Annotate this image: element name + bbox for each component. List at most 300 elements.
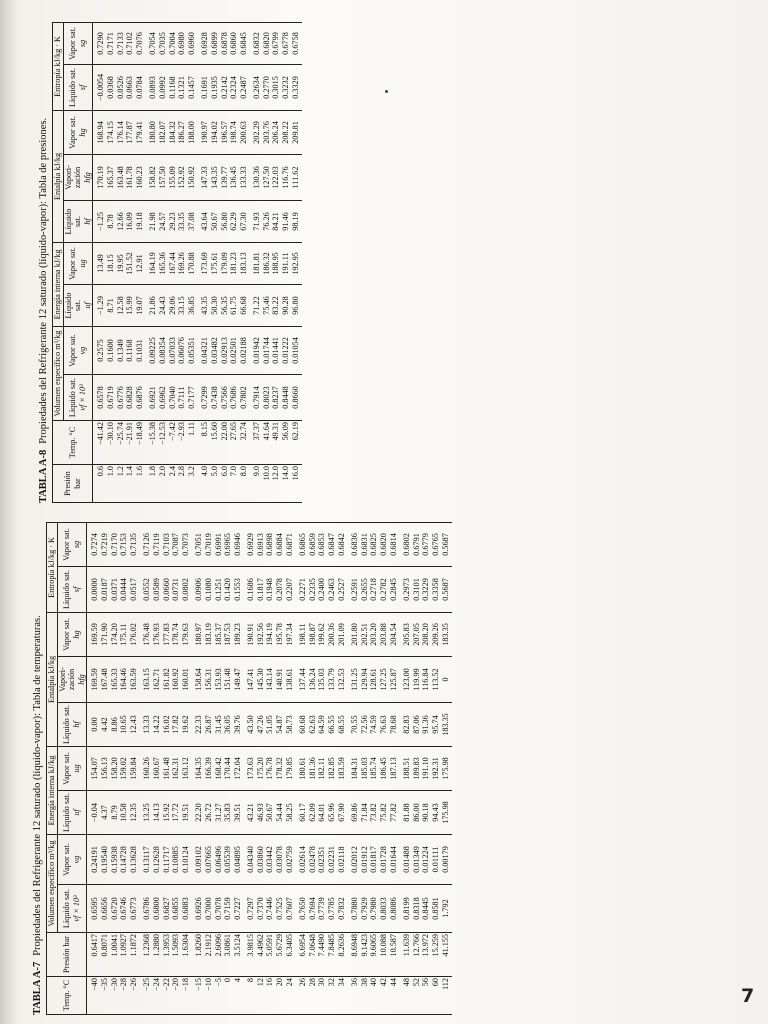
- cell-value: 0.13117: [142, 846, 152, 873]
- cell-value: 0.6758: [290, 32, 300, 55]
- table-cell-col-9: [140, 566, 192, 612]
- cell-value: 173.69: [200, 252, 210, 275]
- cell-value: 160.26: [142, 757, 152, 780]
- cell-value: 0.2335: [307, 578, 317, 601]
- cell-value: 168.94: [96, 121, 106, 144]
- cell-value: 17.82: [171, 715, 181, 734]
- table-cell-col-2: [140, 885, 192, 933]
- table-cell-col-5: [296, 746, 348, 790]
- cell-value: 183.13: [238, 252, 248, 275]
- cell-value: 176.48: [142, 623, 152, 646]
- table-cell-col-4: [146, 284, 198, 326]
- cell-value: 137.44: [298, 668, 308, 691]
- cell-value: 12.766: [411, 934, 421, 957]
- cell-value: 0.11717: [161, 846, 171, 873]
- table-cell-col-1: [192, 933, 244, 977]
- cell-value: 61.75: [229, 296, 239, 315]
- cell-value: 1.11: [186, 422, 196, 437]
- cell-value: 0.2527: [336, 578, 346, 601]
- cell-value: 0.10885: [171, 846, 181, 873]
- cell-value: 0.6847: [327, 533, 337, 556]
- cell-value: 12.58: [115, 296, 125, 315]
- cell-value: 0.7126: [142, 533, 152, 556]
- cell-value: 62.29: [229, 212, 239, 231]
- header-sub-4: [63, 200, 93, 242]
- cell-value: 0.2400: [317, 578, 327, 601]
- cell-value: 60: [430, 978, 440, 987]
- table-cell-col-9: [250, 64, 302, 110]
- cell-value: 178.74: [171, 623, 181, 646]
- cell-value: −35: [99, 978, 109, 991]
- table-cell-col-2: [87, 885, 140, 933]
- cell-value: 0.0000: [90, 578, 100, 601]
- cell-value: 64.01: [317, 803, 327, 822]
- header-group-0: Volumen específico m³/kg: [53, 326, 64, 420]
- cell-value: 62.63: [307, 715, 317, 734]
- cell-value: 0.6845: [238, 32, 248, 55]
- table-cell-col-9: [244, 566, 296, 612]
- header-sub-symbol: hf: [71, 721, 81, 728]
- header-group-1: Energía interna kJ/kg: [53, 242, 64, 326]
- table-cell-col-0: [146, 465, 198, 503]
- header-sub-1: [57, 834, 87, 884]
- table-cell-col-6: [348, 702, 400, 746]
- cell-value: −22: [161, 978, 171, 991]
- cell-value: 0.19540: [99, 846, 109, 873]
- table-cell-col-7: [146, 154, 198, 200]
- cell-value: 0.01817: [369, 846, 379, 873]
- table-cell-col-5: [87, 746, 140, 790]
- cell-value: 192.95: [290, 252, 300, 275]
- cell-value: 0.6778: [281, 32, 291, 55]
- cell-value: 0.6800: [151, 897, 161, 920]
- cell-value: 0: [223, 978, 233, 983]
- cell-value: 164.35: [194, 757, 204, 780]
- cell-value: 0.01054: [290, 337, 300, 364]
- cell-value: 0.6878: [219, 32, 229, 55]
- table-cell-col-5: [198, 242, 250, 284]
- cell-value: 56.80: [219, 212, 229, 231]
- cell-value: 163.12: [180, 757, 190, 780]
- cell-value: 1.1872: [128, 934, 138, 957]
- table-cell-col-10: [140, 522, 192, 566]
- table-cell-col-4: [244, 790, 296, 834]
- header-sub-7: [63, 64, 93, 110]
- cell-value: 159.84: [128, 757, 138, 780]
- cell-value: 0.8199: [402, 897, 412, 920]
- table-row-group: [348, 522, 400, 1014]
- table-cell-col-10: [348, 522, 400, 566]
- cell-value: 54.44: [275, 803, 285, 822]
- cell-value: 3.2: [186, 466, 196, 477]
- table-cell-col-3: [93, 326, 146, 374]
- cell-value: 0.1686: [246, 578, 256, 601]
- cell-value: 13.49: [96, 254, 106, 273]
- cell-value: −0.0054: [96, 73, 106, 102]
- cell-value: −0.04: [90, 803, 100, 822]
- cell-value: 152.92: [177, 166, 187, 189]
- table-cell-col-10: [87, 522, 140, 566]
- cell-value: 12.43: [128, 715, 138, 734]
- cell-value: 24.43: [157, 296, 167, 315]
- cell-value: 0.1457: [186, 76, 196, 99]
- header-sub-5: [63, 154, 93, 200]
- header-sub-0: [63, 375, 93, 421]
- cell-value: 56.35: [219, 296, 229, 315]
- table-row-group: [93, 22, 146, 502]
- cell-value: 52: [411, 978, 421, 987]
- cell-value: 0.1691: [200, 76, 210, 99]
- cell-value: 0.0444: [119, 578, 129, 601]
- cell-value: 0.6802: [402, 533, 412, 556]
- cell-value: 0.0526: [115, 76, 125, 99]
- cell-value: 65.96: [327, 803, 337, 822]
- cell-value: 75.82: [379, 803, 388, 822]
- header-sub-label: Vapori-zación: [63, 165, 83, 190]
- cell-value: 0.2142: [219, 76, 229, 99]
- cell-value: 0.6595: [90, 897, 100, 920]
- cell-value: 176.93: [151, 623, 161, 646]
- table-cell-col-0: [250, 465, 302, 503]
- header-group-3: Entropía kJ/kg · K: [53, 22, 64, 110]
- cell-value: 1.0041: [109, 934, 119, 957]
- cell-value: 60.17: [298, 803, 308, 822]
- cell-value: 127.25: [379, 668, 388, 691]
- header-sub-label: Vapori-zación: [57, 667, 77, 692]
- cell-value: 0.7103: [161, 533, 171, 556]
- cell-value: 161.48: [161, 757, 171, 780]
- cell-value: 1.2368: [142, 934, 152, 957]
- table-a7-caption: [30, 523, 46, 1015]
- cell-value: 198.87: [307, 623, 317, 646]
- table-row-group: [87, 522, 140, 1014]
- cell-value: 192.56: [255, 623, 265, 646]
- cell-value: 176.14: [115, 121, 125, 144]
- cell-value: 133.79: [327, 668, 337, 691]
- cell-value: 185.37: [213, 623, 223, 646]
- table-cell-col-4: [348, 790, 400, 834]
- cell-value: 0.0893: [148, 76, 158, 99]
- cell-value: 0.03860: [255, 846, 265, 873]
- cell-value: 184.31: [350, 757, 360, 780]
- table-cell-col-10: [244, 522, 296, 566]
- cell-value: 82.83: [402, 715, 412, 734]
- cell-value: 22.33: [194, 715, 204, 734]
- cell-value: 149.47: [232, 668, 242, 691]
- table-cell-col-3: [146, 326, 198, 374]
- cell-value: 3.9815: [246, 934, 256, 957]
- cell-value: 7.8485: [327, 934, 337, 957]
- cell-value: 0.2487: [238, 76, 248, 99]
- cell-value: 0.2324: [229, 76, 239, 99]
- cell-value: 38: [359, 978, 369, 987]
- cell-value: 0.6836: [350, 533, 360, 556]
- cell-value: 160.92: [171, 668, 181, 691]
- cell-value: 37.08: [186, 212, 196, 231]
- cell-value: 209.81: [290, 121, 300, 144]
- cell-value: 0.2973: [402, 578, 412, 601]
- cell-value: 29.23: [167, 212, 177, 231]
- cell-value: 135.03: [317, 668, 327, 691]
- table-cell-col-1: [140, 933, 192, 977]
- cell-value: 0.1080: [203, 578, 213, 601]
- table-cell-col-8: [400, 612, 452, 656]
- table-cell-col-1: [400, 933, 452, 977]
- cell-value: 0.6746: [119, 897, 129, 920]
- table-cell-col-7: [296, 656, 348, 702]
- cell-value: 32.74: [238, 422, 248, 441]
- cell-value: 159.02: [119, 757, 129, 780]
- cell-value: 0.6776: [115, 386, 125, 409]
- cell-value: 0.6656: [99, 897, 109, 920]
- cell-value: 0.7802: [238, 386, 248, 409]
- table-cell-col-9: [192, 566, 244, 612]
- cell-value: 0.1031: [134, 339, 144, 362]
- cell-value: −18: [180, 978, 190, 991]
- cell-value: 58.73: [284, 715, 294, 734]
- header-sub-symbol: vg: [71, 855, 81, 864]
- table-cell-col-3: [296, 834, 348, 884]
- cell-value: 0.02351: [317, 846, 327, 873]
- cell-value: 0.2634: [252, 76, 262, 99]
- table-cell-col-3: [198, 326, 250, 374]
- cell-value: 3.0861: [223, 934, 233, 957]
- cell-value: 19.95: [115, 254, 125, 273]
- cell-value: 0.6928: [200, 32, 210, 55]
- cell-value: 1.6: [134, 466, 144, 477]
- cell-value: 196.57: [219, 121, 229, 144]
- cell-value: 175.98: [440, 757, 450, 780]
- cell-value: 164.46: [119, 668, 129, 691]
- header-sub-label: Vapor sat.: [62, 752, 72, 785]
- cell-value: 21.86: [148, 296, 158, 315]
- cell-value: 201.09: [336, 623, 346, 646]
- cell-value: 73.82: [369, 803, 379, 822]
- cell-value: 78.68: [388, 715, 398, 734]
- cell-value: 0.01728: [379, 846, 388, 873]
- header-sub-label: Líquido sat.: [63, 208, 83, 235]
- cell-value: 7.4490: [317, 934, 327, 957]
- cell-value: 22.00: [219, 422, 229, 441]
- header-sub-label: Líquido sat.: [62, 888, 72, 929]
- cell-value: 0.6831: [359, 533, 369, 556]
- cell-value: 0.6855: [171, 897, 181, 920]
- cell-value: 0.5687: [440, 533, 450, 556]
- table-a7-block: [30, 523, 452, 1015]
- table-cell-col-6: [296, 702, 348, 746]
- cell-value: 209.26: [430, 623, 440, 646]
- cell-value: 198.74: [229, 121, 239, 144]
- cell-value: 160.01: [180, 668, 190, 691]
- cell-value: 163.48: [115, 166, 125, 189]
- cell-value: 0: [440, 677, 450, 682]
- table-cell-col-7: [140, 656, 192, 702]
- table-cell-col-6: [146, 200, 198, 242]
- cell-value: 0.6779: [421, 533, 431, 556]
- cell-value: 0.6898: [265, 533, 275, 556]
- cell-value: 14.22: [151, 715, 161, 734]
- table-cell-col-9: [93, 64, 146, 110]
- header-sub-label: Líquido sat.: [68, 377, 78, 418]
- header-second-col: Temp. °C: [53, 421, 93, 465]
- cell-value: 15.99: [125, 296, 135, 315]
- cell-value: 0.01488: [402, 846, 412, 873]
- cell-value: 94.43: [430, 803, 440, 822]
- cell-value: 4.37: [99, 805, 109, 820]
- cell-value: 0.6865: [298, 533, 308, 556]
- header-group-2: Entalpía kJ/kg: [47, 612, 58, 746]
- header-sub-label: Vapor sat.: [68, 247, 78, 280]
- table-cell-col-4: [93, 284, 146, 326]
- cell-value: 0.03482: [209, 337, 219, 364]
- cell-value: 0.7035: [157, 32, 167, 55]
- cell-value: 0.6965: [223, 533, 233, 556]
- table-cell-col-4: [198, 284, 250, 326]
- cell-value: 203.76: [261, 121, 271, 144]
- cell-value: 71.84: [359, 803, 369, 822]
- table-row-group: [250, 22, 302, 502]
- cell-value: 183.35: [440, 713, 450, 736]
- table-cell-col-5: [400, 746, 452, 790]
- cell-value: 0.6853: [317, 533, 327, 556]
- table-a7-caption-text: Propiedades del Refrigerante 12 saturado (líquido-vapor): Tabla de temperaturas.: [32, 615, 43, 956]
- cell-value: 0.1948: [265, 578, 275, 601]
- cell-value: 67.30: [238, 212, 248, 231]
- cell-value: 67.90: [336, 803, 346, 822]
- cell-value: 60.68: [298, 715, 308, 734]
- table-row-group: [244, 522, 296, 1014]
- cell-value: 1.8260: [194, 934, 204, 957]
- cell-value: 116.76: [281, 166, 291, 189]
- table-cell-col-1: [93, 421, 146, 465]
- cell-value: 186.45: [379, 757, 388, 780]
- cell-value: 203.20: [369, 623, 379, 646]
- cell-value: 0.7525: [275, 897, 285, 920]
- table-a7-caption-label: TABLA A-7: [32, 961, 43, 1015]
- cell-value: 50.30: [209, 296, 219, 315]
- table-cell-col-1: [87, 933, 140, 977]
- cell-value: 21.98: [148, 212, 158, 231]
- cell-value: 0.8448: [281, 386, 291, 409]
- cell-value: 191.11: [281, 252, 291, 275]
- cell-value: 4.0: [200, 466, 210, 477]
- table-cell-col-1: [348, 933, 400, 977]
- cell-value: −2.93: [177, 422, 187, 441]
- table-cell-col-1: [250, 421, 302, 465]
- header-group-2: Entalpía kJ/kg: [53, 110, 64, 242]
- cell-value: 113.52: [430, 668, 440, 691]
- cell-value: 54.87: [275, 715, 285, 734]
- cell-value: 181.36: [307, 757, 317, 780]
- cell-value: 143.35: [209, 166, 219, 189]
- cell-value: 26: [298, 978, 308, 987]
- cell-value: 163.59: [128, 668, 138, 691]
- cell-value: 0.6814: [388, 533, 398, 556]
- cell-value: 151.52: [125, 252, 135, 275]
- cell-value: 0.6791: [411, 533, 421, 556]
- cell-value: 0.07033: [167, 337, 177, 364]
- table-cell-col-1: [146, 421, 198, 465]
- cell-value: 200.36: [327, 623, 337, 646]
- cell-value: 167.48: [99, 668, 109, 691]
- cell-value: 0.02913: [219, 337, 229, 364]
- cell-value: 51.05: [265, 715, 275, 734]
- header-sub-symbol: sg: [71, 540, 81, 549]
- cell-value: 4.42: [99, 717, 109, 732]
- cell-value: 19.62: [180, 715, 190, 734]
- cell-value: 64.59: [317, 715, 327, 734]
- cell-value: 0.0784: [134, 76, 144, 99]
- cell-value: 0.7832: [336, 897, 346, 920]
- cell-value: 157.50: [157, 166, 167, 189]
- cell-value: 37.37: [252, 422, 262, 441]
- header-first-col: Presión bar: [53, 465, 93, 503]
- cell-value: 0.01912: [359, 846, 369, 873]
- cell-value: 0.7076: [134, 32, 144, 55]
- header-sub-label: Vapor sat.: [68, 334, 78, 367]
- cell-value: 48: [402, 978, 412, 987]
- cell-value: 0.7004: [167, 32, 177, 55]
- cell-value: 4.4962: [255, 934, 265, 957]
- table-cell-col-10: [192, 522, 244, 566]
- cell-value: 5.6729: [275, 934, 285, 957]
- cell-value: 62.09: [307, 803, 317, 822]
- table-a8-caption: [36, 25, 52, 503]
- table-cell-col-7: [250, 154, 302, 200]
- cell-value: −30: [109, 978, 119, 991]
- cell-value: 175.20: [255, 757, 265, 780]
- cell-value: 189.83: [411, 757, 421, 780]
- cell-value: 0.7274: [90, 533, 100, 556]
- cell-value: 0.0992: [157, 76, 167, 99]
- cell-value: −41.42: [96, 422, 106, 446]
- cell-value: 150.92: [186, 166, 196, 189]
- cell-value: 44: [388, 978, 398, 987]
- cell-value: 173.63: [246, 757, 256, 780]
- cell-value: 43.35: [200, 296, 210, 315]
- cell-value: 0.8033: [379, 897, 388, 920]
- cell-value: 172.04: [232, 757, 242, 780]
- cell-value: 203.88: [379, 623, 388, 646]
- table-row-group: [296, 522, 348, 1014]
- cell-value: 0.7227: [232, 897, 242, 920]
- cell-value: 0.04321: [200, 337, 210, 364]
- cell-value: 0.8445: [421, 897, 431, 920]
- table-cell-col-8: [296, 612, 348, 656]
- cell-value: 161.78: [125, 166, 135, 189]
- cell-value: 8.86: [109, 717, 119, 732]
- cell-value: 0.7370: [255, 897, 265, 920]
- cell-value: 1.2880: [151, 934, 161, 957]
- cell-value: 0.8071: [99, 934, 109, 957]
- cell-value: 131.25: [350, 668, 360, 691]
- cell-value: 170.88: [186, 252, 196, 275]
- header-sub-label: Vapor sat.: [62, 528, 72, 561]
- cell-value: 8.6948: [350, 934, 360, 957]
- header-sub-0: [57, 885, 87, 933]
- cell-value: 0.6578: [96, 386, 106, 409]
- cell-value: 207.05: [411, 623, 421, 646]
- cell-value: 74.59: [369, 715, 379, 734]
- cell-value: 0.01349: [411, 846, 421, 873]
- cell-value: 77.82: [388, 803, 398, 822]
- cell-value: 182.07: [157, 121, 167, 144]
- cell-value: 0.1935: [209, 76, 219, 99]
- cell-value: −7.42: [167, 422, 177, 441]
- cell-value: 0.6962: [157, 386, 167, 409]
- cell-value: 0.3358: [430, 578, 440, 601]
- table-a8-caption-text: Propiedades del Refrigerante 12 saturado (líquido-vapor): Tabla de presiones.: [38, 117, 49, 444]
